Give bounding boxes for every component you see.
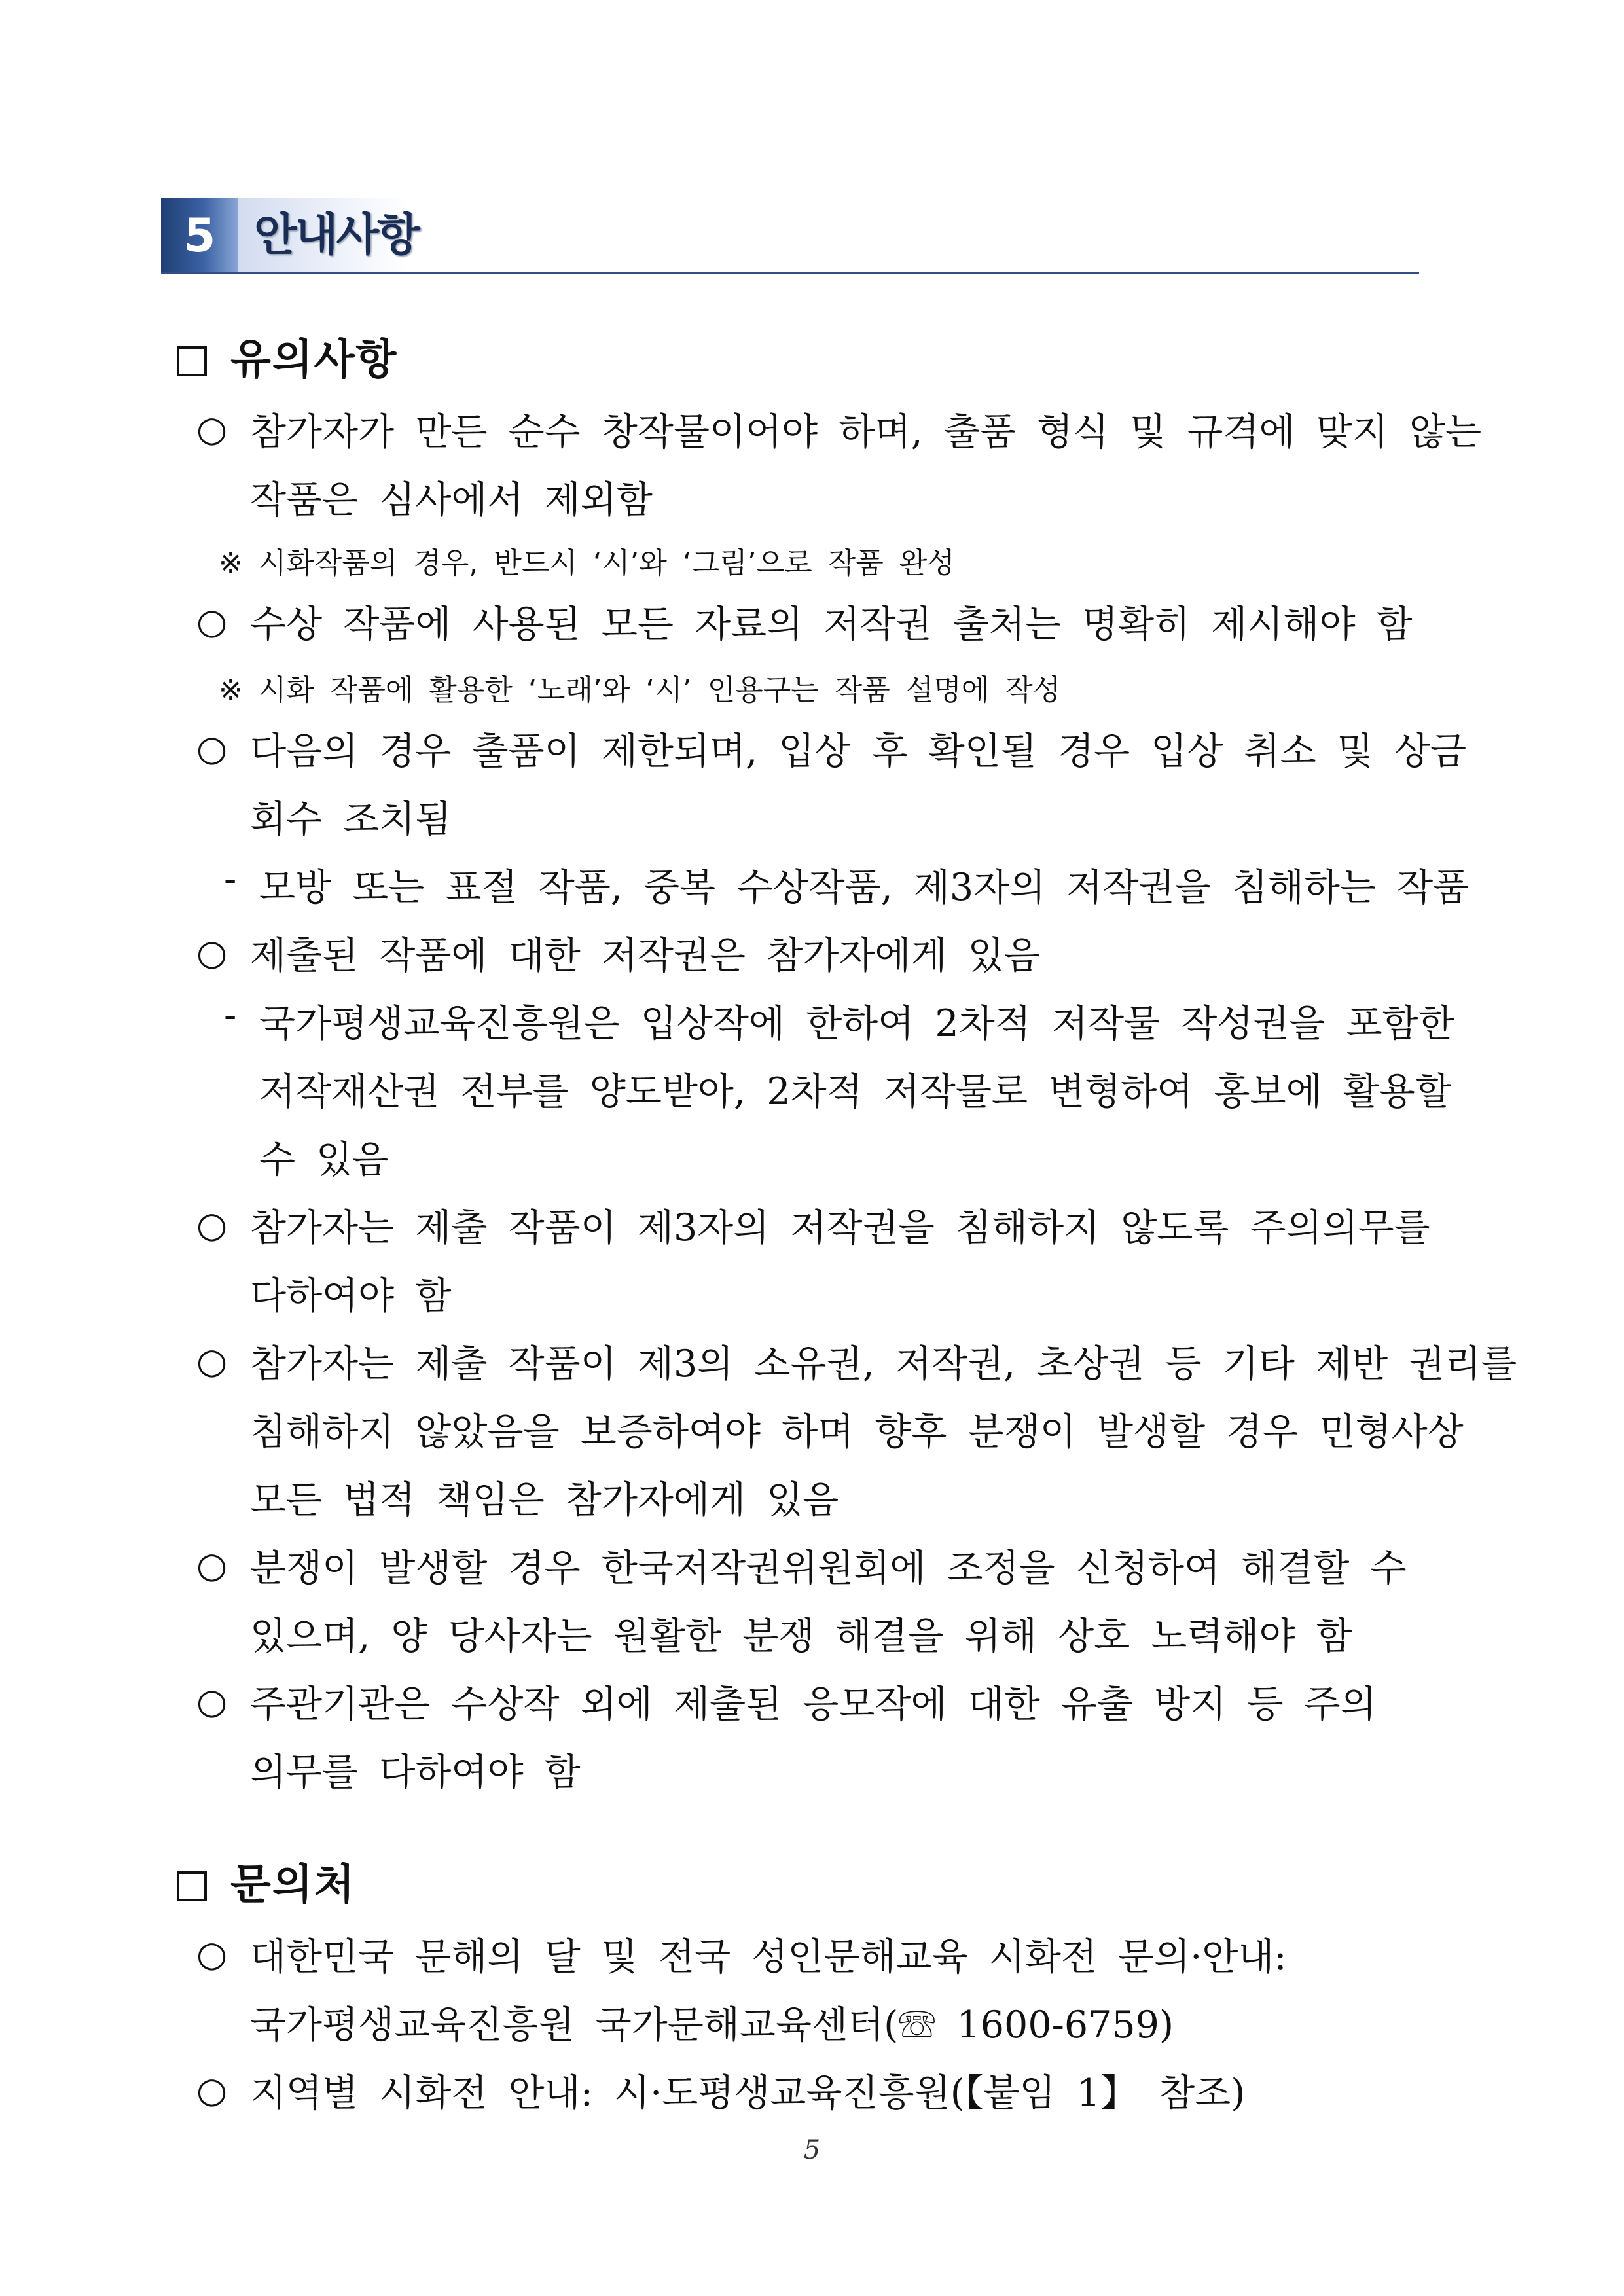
section-header (161, 198, 1419, 274)
notes-line: 의무를 다하여야 함 (250, 1751, 581, 1794)
contact-heading (177, 1851, 355, 1911)
notes-line: 모방 또는 표절 작품, 중복 수상작품, 제3자의 저작권을 침해하는 작품 (259, 866, 1470, 909)
section-title: 안내사항 (254, 209, 418, 261)
checkbox-square-icon (177, 346, 207, 376)
bullet-icon: ○ (196, 1933, 228, 1975)
notes-line: 분쟁이 발생할 경우 한국저작권위원회에 조정을 신청하여 해결할 수 (250, 1547, 1407, 1590)
notes-remark: ※ 시화작품의 경우, 반드시 ‘시’와 ‘그림’으로 작품 완성 (219, 547, 955, 580)
notes-line: 침해하지 않았음을 보증하여야 하며 향후 분쟁이 발생할 경우 민형사상 (250, 1410, 1464, 1454)
notes-line: 회수 조치됨 (250, 798, 452, 841)
bullet-icon: ○ (196, 1340, 228, 1382)
notes-line: 참가자는 제출 작품이 제3의 소유권, 저작권, 초상권 등 기타 제반 권리를 (250, 1342, 1517, 1386)
notes-line: 수상 작품에 사용된 모든 자료의 저작권 출처는 명확히 제시해야 함 (250, 603, 1413, 646)
bullet-icon: ○ (196, 1681, 228, 1722)
dash-icon: - (224, 994, 237, 1037)
notes-line: 참가자가 만든 순수 창작물이어야 하며, 출품 형식 및 규격에 맞지 않는 (250, 410, 1482, 454)
bullet-icon: ○ (196, 408, 228, 450)
notes-line: 다음의 경우 출품이 제한되며, 입상 후 확인될 경우 입상 취소 및 상금 (250, 730, 1467, 773)
notes-line: 작품은 심사에서 제외함 (250, 478, 653, 522)
notes-heading (177, 326, 397, 386)
notes-line: 있으며, 양 당사자는 원활한 분쟁 해결을 위해 상호 노력해야 함 (250, 1615, 1352, 1658)
bullet-icon: ○ (196, 1545, 228, 1586)
notes-line: 국가평생교육진흥원은 입상작에 한하여 2차적 저작물 작성권을 포함한 (259, 1002, 1454, 1045)
notes-line: 주관기관은 수상작 외에 제출된 응모작에 대한 유출 방지 등 주의 (250, 1683, 1377, 1726)
notes-heading-text: 유의사항 (230, 335, 398, 384)
checkbox-square-icon (177, 1871, 207, 1901)
bullet-icon: ○ (196, 2070, 228, 2111)
notes-line: 모든 법적 책임은 참가자에게 있음 (250, 1479, 839, 1522)
contact-heading-text: 문의처 (230, 1860, 356, 1909)
contact-line: 대한민국 문해의 달 및 전국 성인문해교육 시화전 문의·안내: (250, 1935, 1287, 1979)
bullet-icon: ○ (196, 728, 228, 769)
bullet-icon: ○ (196, 932, 228, 973)
section-divider (161, 272, 1419, 274)
notes-line: 제출된 작품에 대한 저작권은 참가자에게 있음 (250, 934, 1040, 977)
notes-line: 다하여야 함 (250, 1274, 452, 1318)
contact-line: 지역별 시화전 안내: 시·도평생교육진흥원(【붙임 1】 참조) (250, 2072, 1246, 2115)
notes-line: 수 있음 (259, 1138, 389, 1181)
dash-icon: - (224, 857, 237, 901)
notes-line: 참가자는 제출 작품이 제3자의 저작권을 침해하지 않도록 주의의무를 (250, 1206, 1430, 1249)
notes-remark: ※ 시화 작품에 활용한 ‘노래’와 ‘시’ 인용구는 작품 설명에 작성 (219, 673, 1061, 707)
section-number: 5 (161, 198, 238, 274)
bullet-icon: ○ (196, 601, 228, 642)
notes-line: 저작재산권 전부를 양도받아, 2차적 저작물로 변형하여 홍보에 활용할 (259, 1070, 1451, 1113)
page-number: 5 (803, 2135, 821, 2165)
bullet-icon: ○ (196, 1204, 228, 1246)
contact-line: 국가평생교육진흥원 국가문해교육센터(☏ 1600-6759) (250, 2003, 1174, 2047)
